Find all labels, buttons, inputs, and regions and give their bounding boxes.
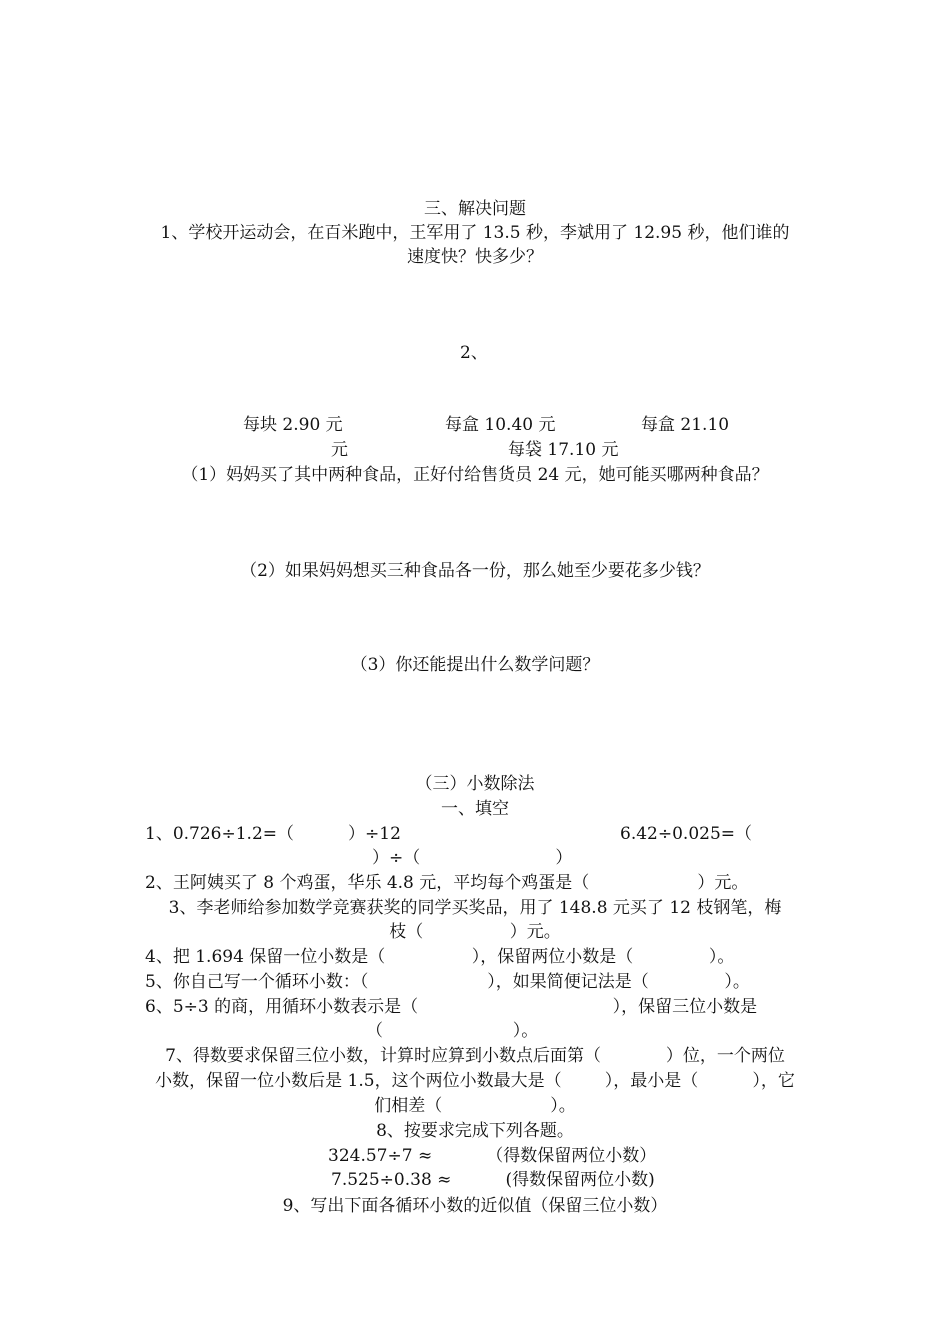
fill-item-8-calc-a: 324.57÷7 ≈ （得数保留两位小数） bbox=[328, 1146, 657, 1166]
problem-2-label: 2、 bbox=[460, 343, 488, 363]
problem-1-line-2: 速度快？快多少？ bbox=[407, 247, 543, 267]
fill-item-5: 5、你自己写一个循环小数：（ ），如果简便记法是（ ）。 bbox=[145, 972, 750, 992]
fill-item-8-calc-b: 7.525÷0.38 ≈ (得数保留两位小数) bbox=[331, 1170, 655, 1190]
section-title-solve-problems: 三、解决问题 bbox=[424, 199, 526, 219]
price-item-3: 每盒 21.10 bbox=[641, 415, 730, 435]
fill-item-7-line-1: 7、得数要求保留三位小数，计算时应算到小数点后面第（ ）位，一个两位 bbox=[165, 1046, 785, 1066]
price-item-3-unit: 元 bbox=[331, 440, 348, 460]
problem-2-question-3: （3）你还能提出什么数学问题？ bbox=[350, 655, 600, 675]
fill-item-7-line-2: 小数，保留一位小数后是 1.5，这个两位小数最大是（ ），最小是（ ），它 bbox=[155, 1071, 795, 1091]
fill-item-4: 4、把 1.694 保留一位小数是（ ），保留两位小数是（ ）。 bbox=[145, 947, 735, 967]
fill-item-6-line-2: （ ）。 bbox=[366, 1021, 539, 1041]
price-item-2: 每盒 10.40 元 bbox=[445, 415, 556, 435]
problem-2-question-1: （1）妈妈买了其中两种食品，正好付给售货员 24 元，她可能买哪两种食品？ bbox=[181, 465, 769, 485]
problem-1-line-1: 1、学校开运动会，在百米跑中，王军用了 13.5 秒，李斌用了 12.95 秒，他们谁的 bbox=[160, 223, 790, 243]
fill-item-1-part-c: ）÷（ ） bbox=[372, 848, 573, 868]
section-title-decimal-division: （三）小数除法 bbox=[415, 774, 535, 794]
fill-item-3-line-2: 枝（ ）元。 bbox=[389, 922, 561, 942]
fill-item-6-line-1: 6、5÷3 的商，用循环小数表示是（ ），保留三位小数是 bbox=[145, 997, 758, 1017]
fill-item-1-part-a: 1、0.726÷1.2=（ ）÷12 bbox=[145, 824, 401, 844]
fill-item-1-part-b: 6.42÷0.025=（ bbox=[620, 824, 753, 844]
fill-item-7-line-3: 们相差（ ）。 bbox=[374, 1096, 576, 1116]
fill-item-8: 8、按要求完成下列各题。 bbox=[376, 1121, 574, 1141]
subsection-title-fill-blank: 一、填空 bbox=[441, 799, 509, 819]
problem-2-question-2: （2）如果妈妈想买三种食品各一份，那么她至少要花多少钱？ bbox=[240, 561, 710, 581]
fill-item-3-line-1: 3、李老师给参加数学竞赛获奖的同学买奖品，用了 148.8 元买了 12 枝钢笔，梅 bbox=[168, 898, 782, 918]
fill-item-2: 2、王阿姨买了 8 个鸡蛋，华乐 4.8 元，平均每个鸡蛋是（ ）元。 bbox=[145, 873, 749, 893]
fill-item-9: 9、写出下面各循环小数的近似值（保留三位小数） bbox=[282, 1196, 668, 1216]
price-item-1: 每块 2.90 元 bbox=[243, 415, 343, 435]
price-item-4: 每袋 17.10 元 bbox=[508, 440, 619, 460]
